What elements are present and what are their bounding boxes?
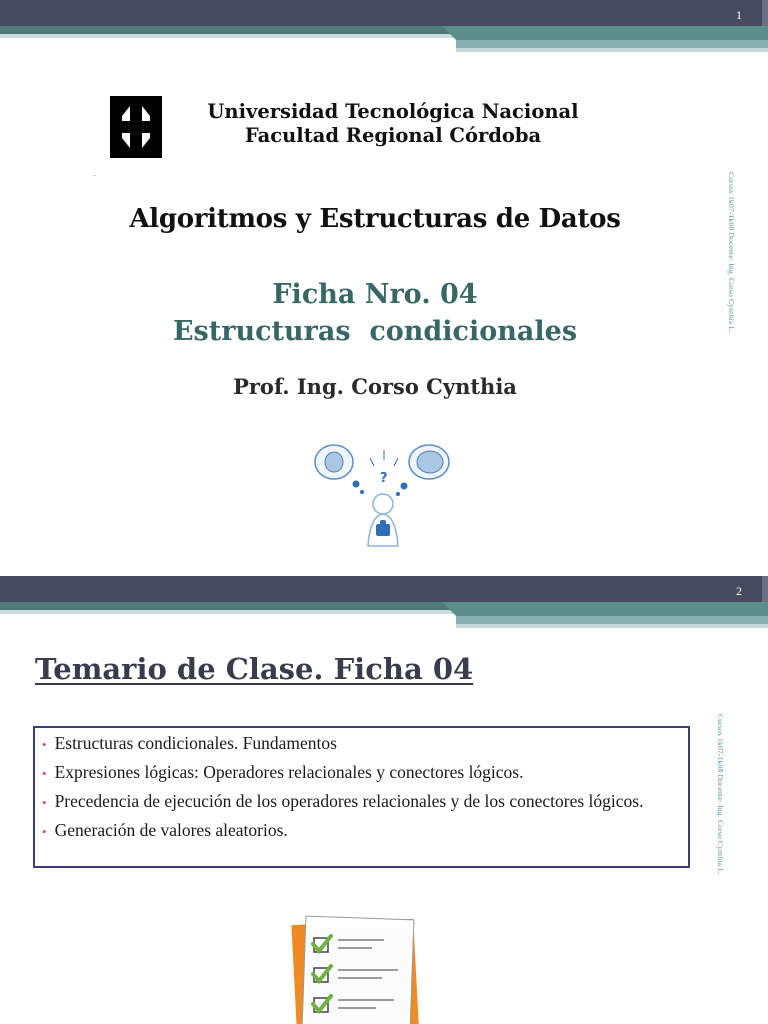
page-number: 1 [736, 8, 742, 22]
ficha-topic: Estructuras condicionales [172, 316, 578, 347]
side-note: Cursos 1k07-1k08 Docente: Ing. Corso Cynthia L. [716, 714, 725, 876]
university-name: Universidad Tecnológica Nacional [207, 100, 579, 123]
slide-2 [0, 576, 768, 1024]
utn-logo-icon [110, 96, 162, 162]
topics-list [42, 732, 682, 843]
list-item: • Estructuras condicionales. Fundamentos [42, 733, 337, 753]
list-item: • Expresiones lógicas: Operadores relacionales y conectores lógicos. [42, 762, 524, 782]
faculty-name: Facultad Regional Córdoba [244, 124, 542, 147]
svg-text:?: ? [380, 471, 388, 486]
professor-name: Prof. Ing. Corso Cynthia [233, 374, 517, 399]
list-item: • Precedencia de ejecución de los operadores relacionales y de los conectores lógicos. [42, 791, 644, 811]
side-note: Cursos 1k07-1k08 Docente: Ing. Corso Cynthia L. [727, 172, 736, 334]
checklist-clipboard-icon [286, 914, 426, 1024]
thinking-person-icon [304, 436, 454, 556]
page-number: 2 [736, 584, 742, 598]
slide-title: Temario de Clase. Ficha 04 [35, 652, 474, 686]
course-title: Algoritmos y Estructuras de Datos [129, 204, 621, 234]
list-item: • Generación de valores aleatorios. [42, 820, 288, 840]
topics-box [33, 726, 690, 868]
slide-separator [0, 560, 768, 576]
slide-header [0, 0, 768, 52]
decorative-mark: – [93, 172, 96, 179]
ficha-title [0, 276, 750, 350]
ficha-number: Ficha Nro. 04 [272, 279, 478, 310]
institution-header [190, 100, 596, 148]
slide-header [0, 576, 768, 628]
